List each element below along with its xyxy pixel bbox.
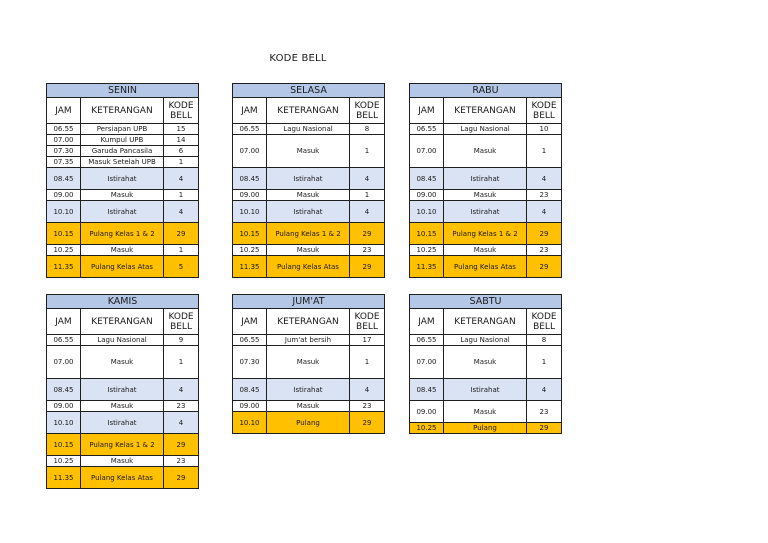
table-row <box>233 190 385 201</box>
column-header-row <box>410 98 562 124</box>
kode-cell: 29 <box>527 423 562 434</box>
day-title: SABTU <box>410 295 562 309</box>
schedule-table-kamis <box>46 294 199 489</box>
day-title: SENIN <box>47 84 199 98</box>
keterangan-cell: Pulang Kelas 1 & 2 <box>444 223 527 245</box>
table-row <box>233 412 385 434</box>
kode-cell: 4 <box>350 201 385 223</box>
column-header-row <box>233 309 385 335</box>
day-header-row <box>47 84 199 98</box>
jam-cell: 07.35 <box>47 157 81 168</box>
column-header-kode-bell <box>350 98 385 124</box>
jam-cell: 10.25 <box>47 245 81 256</box>
jam-cell: 10.10 <box>410 201 444 223</box>
kode-cell: 1 <box>164 245 199 256</box>
kode-label: KODE <box>531 100 557 111</box>
day-header-row <box>410 84 562 98</box>
keterangan-cell: Masuk <box>444 401 527 423</box>
page-title: KODE BELL <box>269 53 327 64</box>
table-row <box>233 201 385 223</box>
table-row <box>233 135 385 168</box>
keterangan-cell: Garuda Pancasila <box>81 146 164 157</box>
jam-cell: 07.00 <box>233 135 267 168</box>
kode-cell: 1 <box>350 190 385 201</box>
jam-cell: 08.45 <box>410 379 444 401</box>
kode-cell: 29 <box>164 223 199 245</box>
kode-cell: 10 <box>527 124 562 135</box>
table-row <box>47 379 199 401</box>
kode-cell: 4 <box>350 379 385 401</box>
bell-label: BELL <box>533 321 555 332</box>
table-row <box>47 401 199 412</box>
jam-cell: 08.45 <box>47 168 81 190</box>
column-header-kode-bell <box>527 309 562 335</box>
kode-cell: 4 <box>350 168 385 190</box>
table-row <box>233 124 385 135</box>
day-title: RABU <box>410 84 562 98</box>
jam-cell: 09.00 <box>47 190 81 201</box>
kode-cell: 1 <box>164 157 199 168</box>
jam-cell: 11.35 <box>47 256 81 278</box>
column-header-keterangan: KETERANGAN <box>444 98 527 124</box>
keterangan-cell: Pulang Kelas 1 & 2 <box>81 223 164 245</box>
jam-cell: 11.35 <box>233 256 267 278</box>
kode-cell: 29 <box>527 223 562 245</box>
keterangan-cell: Pulang Kelas 1 & 2 <box>81 434 164 456</box>
column-header-kode-bell <box>527 98 562 124</box>
keterangan-cell: Masuk Setelah UPB <box>81 157 164 168</box>
keterangan-cell: Istirahat <box>444 201 527 223</box>
jam-cell: 09.00 <box>233 401 267 412</box>
table-row <box>410 223 562 245</box>
column-header-jam: JAM <box>233 98 267 124</box>
keterangan-cell: Istirahat <box>267 168 350 190</box>
keterangan-cell: Masuk <box>81 401 164 412</box>
schedule-table-jumat <box>232 294 385 434</box>
kode-cell: 29 <box>350 256 385 278</box>
column-header-jam: JAM <box>47 309 81 335</box>
column-header-row <box>410 309 562 335</box>
column-header-jam: JAM <box>410 309 444 335</box>
column-header-kode-bell <box>350 309 385 335</box>
table-row <box>233 379 385 401</box>
column-header-kode-bell <box>164 98 199 124</box>
column-header-keterangan: KETERANGAN <box>267 309 350 335</box>
kode-cell: 23 <box>164 456 199 467</box>
kode-cell: 29 <box>350 412 385 434</box>
table-row <box>47 456 199 467</box>
keterangan-cell: Istirahat <box>267 379 350 401</box>
jam-cell: 10.15 <box>410 223 444 245</box>
jam-cell: 10.10 <box>233 412 267 434</box>
keterangan-cell: Pulang Kelas Atas <box>81 256 164 278</box>
kode-cell: 29 <box>164 434 199 456</box>
keterangan-cell: Istirahat <box>81 412 164 434</box>
jam-cell: 08.45 <box>47 379 81 401</box>
kode-label: KODE <box>354 100 380 111</box>
keterangan-cell: Pulang <box>444 423 527 434</box>
column-header-row <box>47 98 199 124</box>
jam-cell: 07.00 <box>410 346 444 379</box>
table-row <box>47 168 199 190</box>
kode-cell: 8 <box>527 335 562 346</box>
jam-cell: 07.00 <box>410 135 444 168</box>
jam-cell: 09.00 <box>410 190 444 201</box>
schedule-table-selasa <box>232 83 385 278</box>
kode-cell: 23 <box>527 190 562 201</box>
keterangan-cell: Istirahat <box>267 201 350 223</box>
kode-label: KODE <box>168 311 194 322</box>
jam-cell: 08.45 <box>233 168 267 190</box>
jam-cell: 06.55 <box>47 335 81 346</box>
table-row <box>47 190 199 201</box>
bell-label: BELL <box>356 110 378 121</box>
keterangan-cell: Masuk <box>267 401 350 412</box>
column-header-jam: JAM <box>47 98 81 124</box>
jam-cell: 11.35 <box>410 256 444 278</box>
keterangan-cell: Masuk <box>267 135 350 168</box>
column-header-row <box>47 309 199 335</box>
table-row <box>410 190 562 201</box>
kode-cell: 1 <box>164 346 199 379</box>
kode-cell: 29 <box>527 256 562 278</box>
jam-cell: 07.00 <box>47 135 81 146</box>
kode-cell: 1 <box>350 346 385 379</box>
kode-cell: 23 <box>350 401 385 412</box>
jam-cell: 11.35 <box>47 467 81 489</box>
table-row <box>233 346 385 379</box>
kode-cell: 5 <box>164 256 199 278</box>
day-title: KAMIS <box>47 295 199 309</box>
schedule-table-sabtu <box>409 294 562 434</box>
keterangan-cell: Masuk <box>444 346 527 379</box>
jam-cell: 08.45 <box>233 379 267 401</box>
jam-cell: 10.15 <box>47 434 81 456</box>
keterangan-cell: Lagu Nasional <box>267 124 350 135</box>
day-header-row <box>233 295 385 309</box>
table-row <box>47 135 199 146</box>
kode-cell: 1 <box>527 135 562 168</box>
keterangan-cell: Pulang Kelas Atas <box>81 467 164 489</box>
kode-label: KODE <box>354 311 380 322</box>
column-header-jam: JAM <box>233 309 267 335</box>
jam-cell: 10.10 <box>233 201 267 223</box>
column-header-keterangan: KETERANGAN <box>267 98 350 124</box>
table-row <box>410 168 562 190</box>
jam-cell: 10.25 <box>410 245 444 256</box>
jam-cell: 06.55 <box>410 124 444 135</box>
bell-label: BELL <box>170 110 192 121</box>
kode-cell: 4 <box>527 201 562 223</box>
day-header-row <box>410 295 562 309</box>
table-row <box>47 245 199 256</box>
table-row <box>233 245 385 256</box>
jam-cell: 09.00 <box>47 401 81 412</box>
day-title: SELASA <box>233 84 385 98</box>
keterangan-cell: Lagu Nasional <box>444 124 527 135</box>
jam-cell: 10.25 <box>410 423 444 434</box>
table-row <box>233 401 385 412</box>
kode-cell: 15 <box>164 124 199 135</box>
keterangan-cell: Istirahat <box>81 168 164 190</box>
kode-cell: 4 <box>164 168 199 190</box>
keterangan-cell: Masuk <box>81 346 164 379</box>
table-row <box>410 401 562 423</box>
jam-cell: 10.25 <box>233 245 267 256</box>
table-row <box>47 346 199 379</box>
jam-cell: 10.10 <box>47 201 81 223</box>
kode-cell: 1 <box>164 190 199 201</box>
keterangan-cell: Masuk <box>81 245 164 256</box>
keterangan-cell: Kumpul UPB <box>81 135 164 146</box>
kode-cell: 14 <box>164 135 199 146</box>
kode-cell: 4 <box>164 412 199 434</box>
jam-cell: 09.00 <box>233 190 267 201</box>
table-row <box>47 412 199 434</box>
kode-cell: 9 <box>164 335 199 346</box>
table-row <box>410 379 562 401</box>
table-row <box>410 201 562 223</box>
table-row <box>47 256 199 278</box>
jam-cell: 10.10 <box>47 412 81 434</box>
schedule-table-senin <box>46 83 199 278</box>
jam-cell: 06.55 <box>47 124 81 135</box>
schedule-table-rabu <box>409 83 562 278</box>
keterangan-cell: Masuk <box>81 190 164 201</box>
kode-cell: 23 <box>350 245 385 256</box>
jam-cell: 06.55 <box>233 335 267 346</box>
kode-cell: 1 <box>350 135 385 168</box>
table-row <box>410 423 562 434</box>
keterangan-cell: Istirahat <box>444 168 527 190</box>
jam-cell: 07.30 <box>233 346 267 379</box>
keterangan-cell: Istirahat <box>81 379 164 401</box>
jam-cell: 08.45 <box>410 168 444 190</box>
table-row <box>410 135 562 168</box>
kode-cell: 4 <box>527 168 562 190</box>
kode-cell: 17 <box>350 335 385 346</box>
jam-cell: 06.55 <box>410 335 444 346</box>
table-row <box>410 256 562 278</box>
column-header-keterangan: KETERANGAN <box>81 98 164 124</box>
table-row <box>47 201 199 223</box>
column-header-keterangan: KETERANGAN <box>81 309 164 335</box>
jam-cell: 06.55 <box>233 124 267 135</box>
column-header-kode-bell <box>164 309 199 335</box>
jam-cell: 10.25 <box>47 456 81 467</box>
keterangan-cell: Persiapan UPB <box>81 124 164 135</box>
column-header-keterangan: KETERANGAN <box>444 309 527 335</box>
keterangan-cell: Lagu Nasional <box>444 335 527 346</box>
jam-cell: 09.00 <box>410 401 444 423</box>
column-header-jam: JAM <box>410 98 444 124</box>
kode-cell: 6 <box>164 146 199 157</box>
table-row <box>410 124 562 135</box>
jam-cell: 07.00 <box>47 346 81 379</box>
keterangan-cell: Masuk <box>444 245 527 256</box>
jam-cell: 07.30 <box>47 146 81 157</box>
table-row <box>47 223 199 245</box>
keterangan-cell: Istirahat <box>444 379 527 401</box>
table-row <box>233 256 385 278</box>
keterangan-cell: Pulang Kelas 1 & 2 <box>267 223 350 245</box>
column-header-row <box>233 98 385 124</box>
table-row <box>410 245 562 256</box>
kode-cell: 4 <box>527 379 562 401</box>
kode-cell: 8 <box>350 124 385 135</box>
keterangan-cell: Pulang Kelas Atas <box>267 256 350 278</box>
kode-label: KODE <box>168 100 194 111</box>
day-header-row <box>47 295 199 309</box>
kode-cell: 1 <box>527 346 562 379</box>
bell-label: BELL <box>533 110 555 121</box>
table-row <box>47 434 199 456</box>
day-header-row <box>233 84 385 98</box>
kode-cell: 29 <box>164 467 199 489</box>
day-title: JUM'AT <box>233 295 385 309</box>
kode-cell: 4 <box>164 379 199 401</box>
bell-label: BELL <box>170 321 192 332</box>
keterangan-cell: Istirahat <box>81 201 164 223</box>
jam-cell: 10.15 <box>233 223 267 245</box>
jam-cell: 10.15 <box>47 223 81 245</box>
keterangan-cell: Masuk <box>81 456 164 467</box>
table-row <box>410 346 562 379</box>
table-row <box>47 146 199 157</box>
table-row <box>233 335 385 346</box>
keterangan-cell: Masuk <box>444 135 527 168</box>
kode-cell: 23 <box>164 401 199 412</box>
keterangan-cell: Masuk <box>267 346 350 379</box>
table-row <box>47 335 199 346</box>
table-row <box>47 124 199 135</box>
keterangan-cell: Lagu Nasional <box>81 335 164 346</box>
keterangan-cell: Jum'at bersih <box>267 335 350 346</box>
keterangan-cell: Masuk <box>444 190 527 201</box>
table-row <box>233 168 385 190</box>
table-row <box>233 223 385 245</box>
keterangan-cell: Pulang Kelas Atas <box>444 256 527 278</box>
bell-label: BELL <box>356 321 378 332</box>
table-row <box>47 467 199 489</box>
table-row <box>47 157 199 168</box>
keterangan-cell: Masuk <box>267 190 350 201</box>
kode-cell: 4 <box>164 201 199 223</box>
kode-cell: 23 <box>527 245 562 256</box>
kode-label: KODE <box>531 311 557 322</box>
kode-cell: 23 <box>527 401 562 423</box>
keterangan-cell: Pulang <box>267 412 350 434</box>
keterangan-cell: Masuk <box>267 245 350 256</box>
kode-cell: 29 <box>350 223 385 245</box>
table-row <box>410 335 562 346</box>
